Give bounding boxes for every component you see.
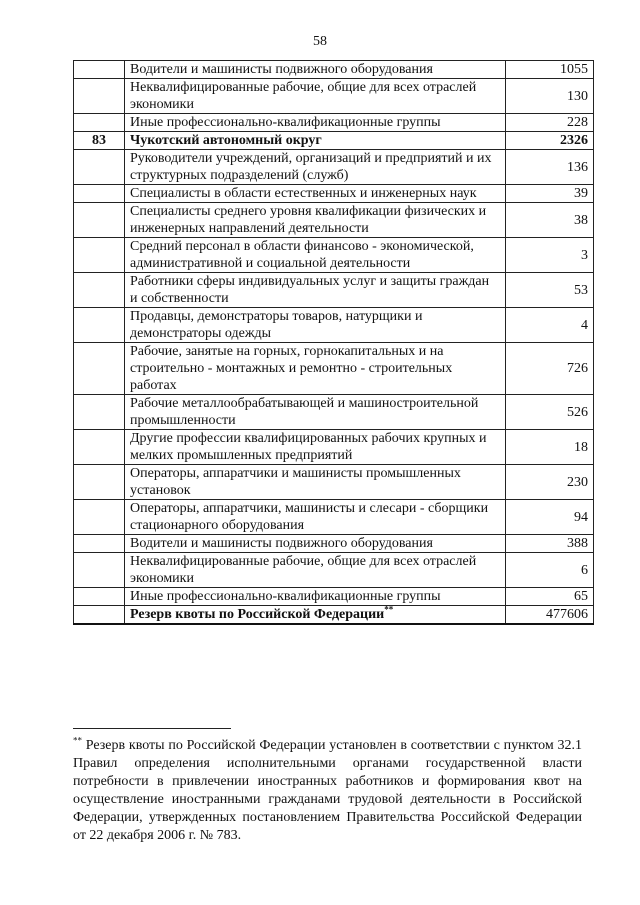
row-number bbox=[74, 238, 125, 273]
table-row bbox=[74, 114, 594, 132]
row-number bbox=[74, 61, 125, 79]
row-category: Рабочие металлообрабатывающей и машиностроительной промышленности bbox=[125, 395, 506, 430]
row-number bbox=[74, 203, 125, 238]
row-value: 6 bbox=[506, 553, 594, 588]
row-category: Руководители учреждений, организаций и предприятий и их структурных подразделений (служб) bbox=[125, 150, 506, 185]
footnote-divider bbox=[73, 728, 231, 729]
row-category: Водители и машинисты подвижного оборудования bbox=[125, 535, 506, 553]
row-number bbox=[74, 395, 125, 430]
row-value: 136 bbox=[506, 150, 594, 185]
row-category: Продавцы, демонстраторы товаров, натурщики и демонстраторы одежды bbox=[125, 308, 506, 343]
row-value: 130 bbox=[506, 79, 594, 114]
table-row bbox=[74, 343, 594, 395]
row-number: 83 bbox=[74, 132, 125, 150]
table-row bbox=[74, 273, 594, 308]
row-category: Операторы, аппаратчики, машинисты и слесари - сборщики стационарного оборудования bbox=[125, 500, 506, 535]
row-category: Неквалифицированные рабочие, общие для всех отраслей экономики bbox=[125, 553, 506, 588]
row-number bbox=[74, 343, 125, 395]
row-category: Операторы, аппаратчики и машинисты промышленных установок bbox=[125, 465, 506, 500]
row-category: Рабочие, занятые на горных, горнокапитальных и на строительно - монтажных и ремонтно - строительных работах bbox=[125, 343, 506, 395]
table-row bbox=[74, 238, 594, 273]
total-value: 477606 bbox=[506, 606, 594, 625]
row-number bbox=[74, 588, 125, 606]
total-label: Резерв квоты по Российской Федерации bbox=[130, 607, 385, 622]
total-label-cell bbox=[125, 606, 506, 625]
table-row-region bbox=[74, 132, 594, 150]
row-category: Другие профессии квалифицированных рабочих крупных и мелких промышленных предприятий bbox=[125, 430, 506, 465]
row-category: Иные профессионально-квалификационные группы bbox=[125, 588, 506, 606]
row-number bbox=[74, 465, 125, 500]
row-category: Работники сферы индивидуальных услуг и защиты граждан и собственности bbox=[125, 273, 506, 308]
row-number bbox=[74, 79, 125, 114]
total-footnote-marker: ** bbox=[384, 604, 394, 615]
row-number bbox=[74, 273, 125, 308]
row-number bbox=[74, 553, 125, 588]
row-value: 94 bbox=[506, 500, 594, 535]
footnote-marker: ** bbox=[73, 735, 82, 746]
table-row bbox=[74, 553, 594, 588]
row-value: 228 bbox=[506, 114, 594, 132]
row-category: Иные профессионально-квалификационные группы bbox=[125, 114, 506, 132]
row-value: 230 bbox=[506, 465, 594, 500]
row-number bbox=[74, 114, 125, 132]
table-row bbox=[74, 308, 594, 343]
table-row bbox=[74, 465, 594, 500]
table-row bbox=[74, 185, 594, 203]
row-value: 65 bbox=[506, 588, 594, 606]
table-row bbox=[74, 79, 594, 114]
page-number: 58 bbox=[313, 34, 327, 49]
table-row bbox=[74, 203, 594, 238]
row-value: 388 bbox=[506, 535, 594, 553]
table-row bbox=[74, 500, 594, 535]
row-category: Неквалифицированные рабочие, общие для всех отраслей экономики bbox=[125, 79, 506, 114]
row-number bbox=[74, 500, 125, 535]
quota-table bbox=[73, 60, 594, 625]
row-number bbox=[74, 535, 125, 553]
row-value: 3 bbox=[506, 238, 594, 273]
table-row-total bbox=[74, 606, 594, 625]
row-number bbox=[74, 150, 125, 185]
row-value: 18 bbox=[506, 430, 594, 465]
row-number bbox=[74, 185, 125, 203]
row-category: Специалисты среднего уровня квалификации физических и инженерных направлений деятельности bbox=[125, 203, 506, 238]
row-value: 53 bbox=[506, 273, 594, 308]
row-category: Средний персонал в области финансово - экономической, административной и социальной деятельности bbox=[125, 238, 506, 273]
table-row bbox=[74, 588, 594, 606]
row-category: Водители и машинисты подвижного оборудования bbox=[125, 61, 506, 79]
table-row bbox=[74, 535, 594, 553]
row-value: 526 bbox=[506, 395, 594, 430]
row-number bbox=[74, 606, 125, 625]
row-value: 726 bbox=[506, 343, 594, 395]
footnote-text: Резерв квоты по Российской Федерации установлен в соответствии с пунктом 32.1 Правил определения исполнительными органами государственной власти потребности в привлечении иностранных работников и формирования квот на осуществление иностранными гражданами трудовой деятельности в Российской Федерации, утвержденных постановлением Правительства Российской Федерации от 22 декабря 2006 г. № 783. bbox=[73, 738, 582, 843]
row-category: Чукотский автономный округ bbox=[125, 132, 506, 150]
footnote bbox=[73, 737, 582, 845]
row-number bbox=[74, 430, 125, 465]
row-value: 39 bbox=[506, 185, 594, 203]
row-value: 2326 bbox=[506, 132, 594, 150]
row-value: 38 bbox=[506, 203, 594, 238]
row-category: Специалисты в области естественных и инженерных наук bbox=[125, 185, 506, 203]
row-value: 1055 bbox=[506, 61, 594, 79]
table-row bbox=[74, 61, 594, 79]
quota-table-body bbox=[74, 61, 594, 625]
table-row bbox=[74, 150, 594, 185]
row-value: 4 bbox=[506, 308, 594, 343]
table-row bbox=[74, 395, 594, 430]
row-number bbox=[74, 308, 125, 343]
table-row bbox=[74, 430, 594, 465]
